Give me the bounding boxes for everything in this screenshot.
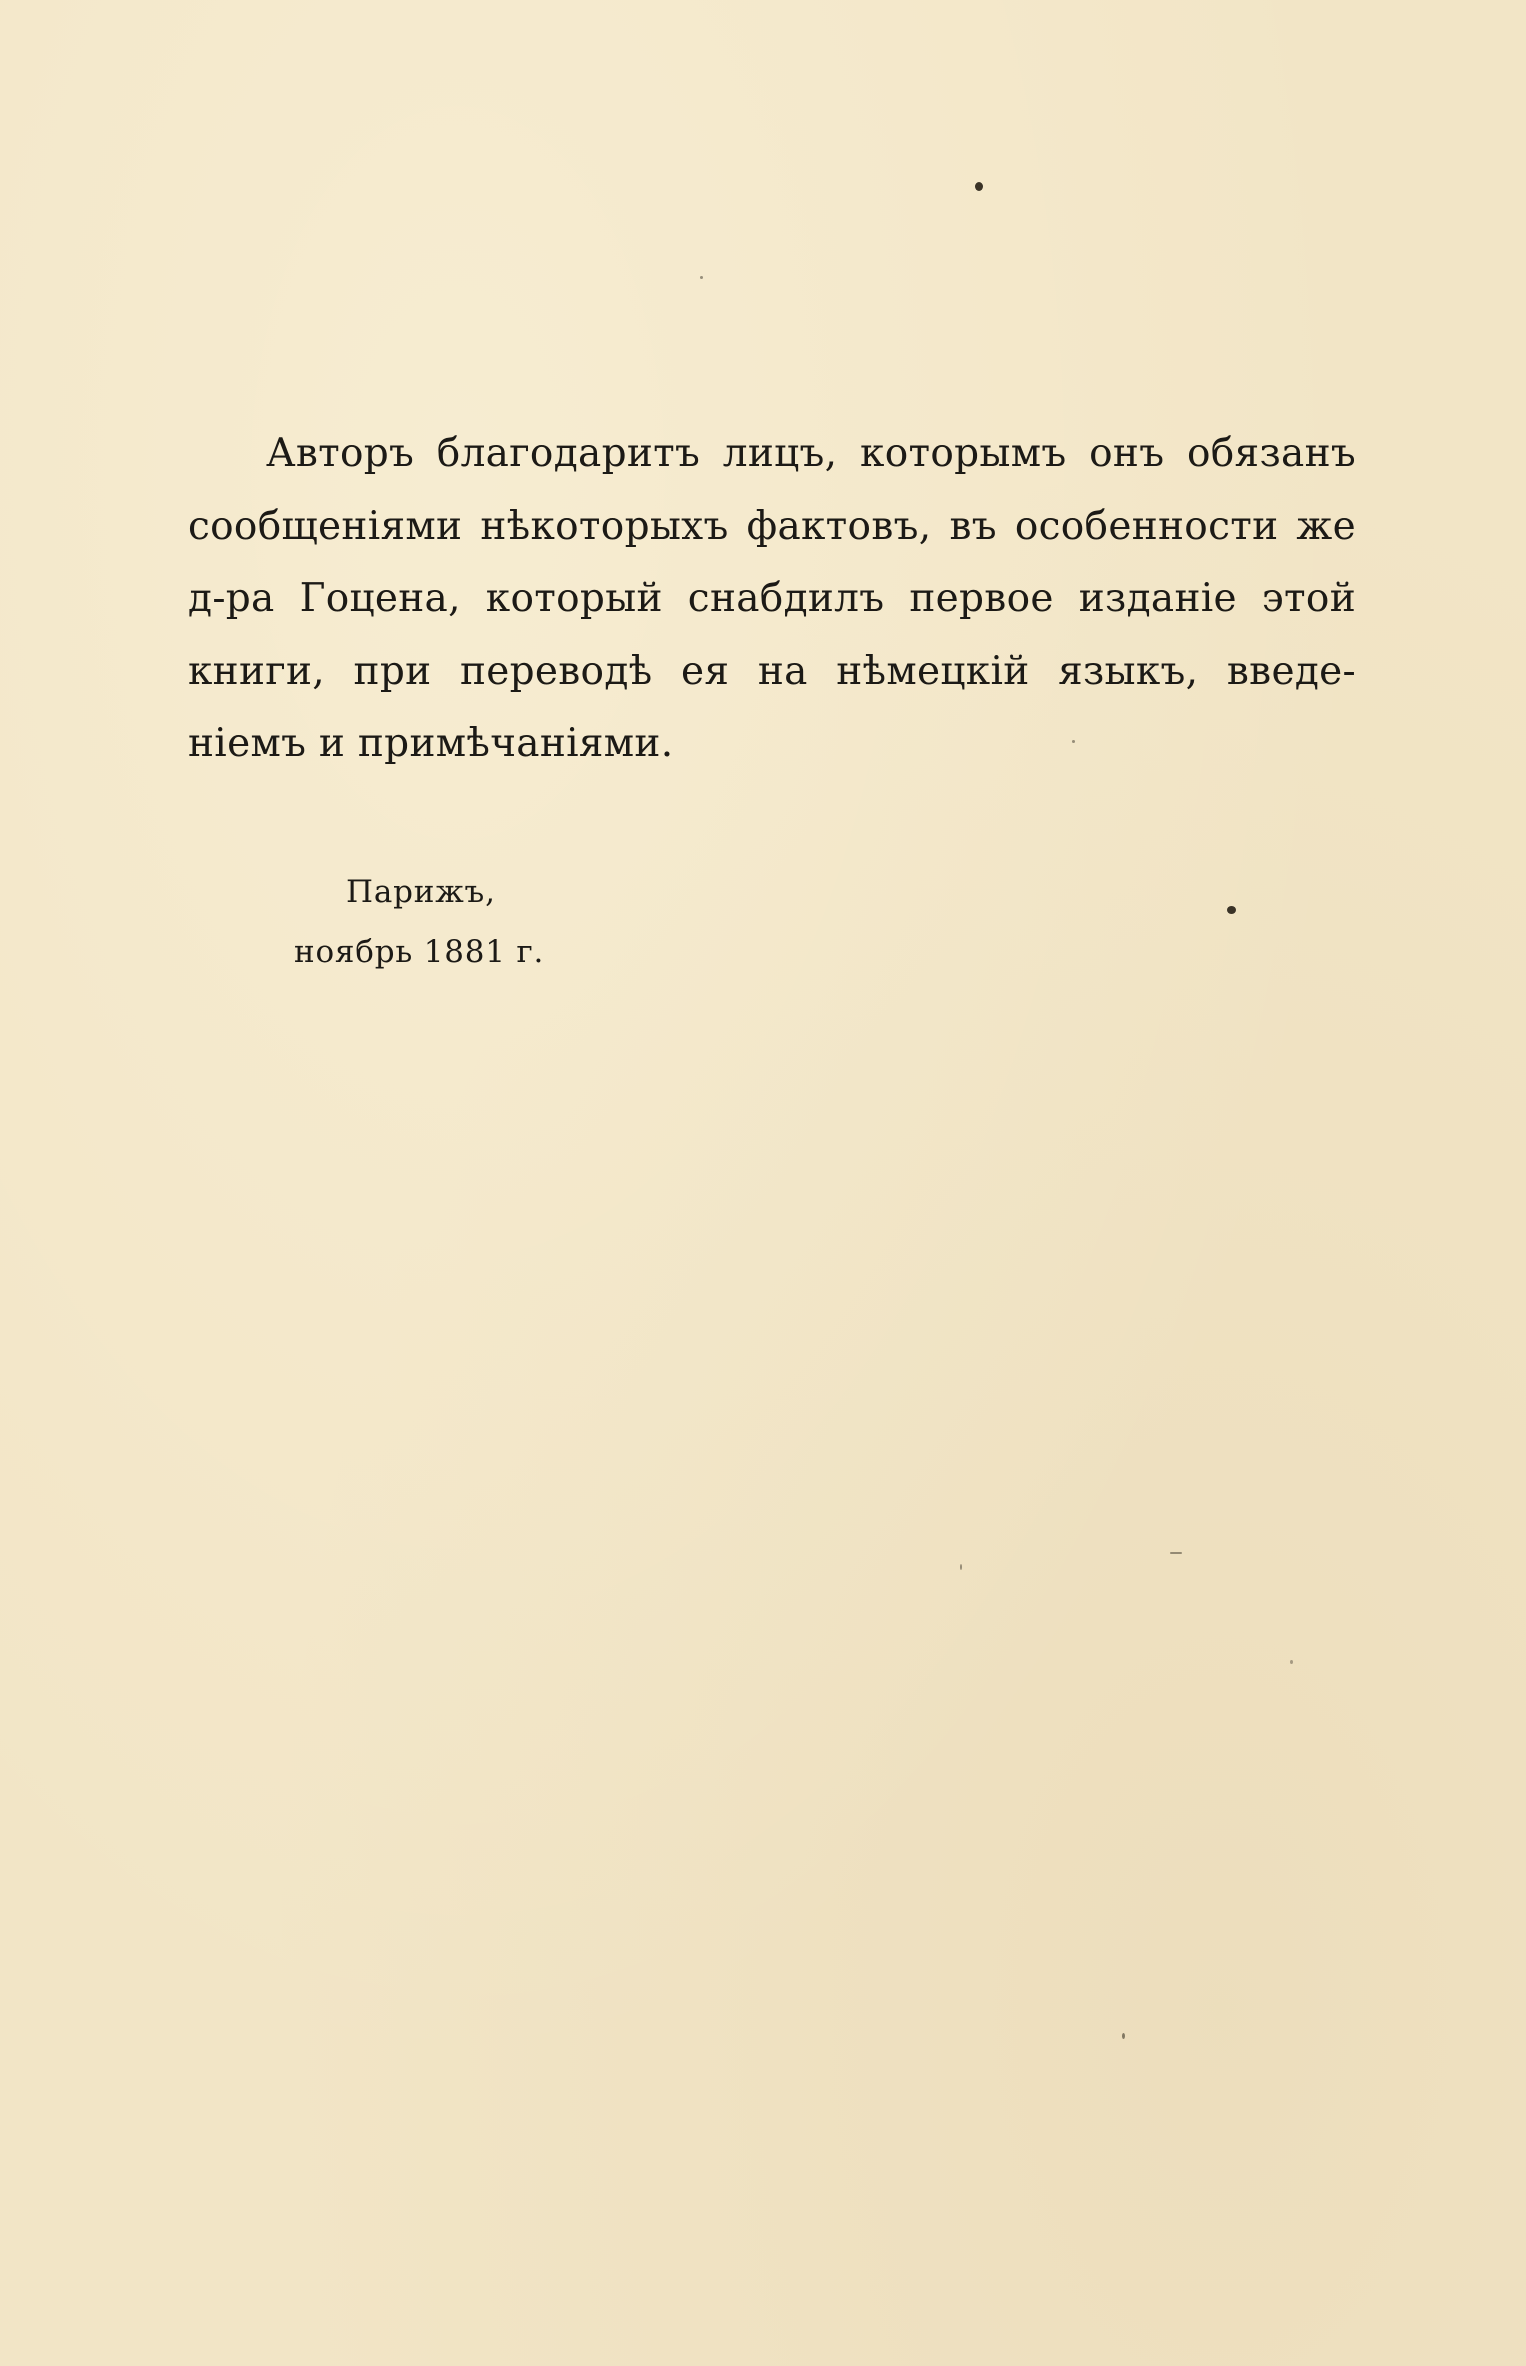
paper-speck: [1227, 906, 1236, 914]
paragraph-line: книги, при переводѣ ея на нѣмецкій языкъ, введе-: [188, 648, 1356, 694]
paper-speck: [700, 276, 703, 279]
paragraph-line: д-ра Гоцена, который снабдилъ первое изданіе этой: [188, 576, 1356, 621]
paragraph-line: сообщеніями нѣкоторыхъ фактовъ, въ особенности же: [188, 503, 1356, 549]
paper-speck: [1072, 740, 1075, 743]
paragraph-line: Авторъ благодаритъ лицъ, которымъ онъ обязанъ: [266, 431, 1356, 476]
paper-speck: [960, 1564, 962, 1570]
signature-place: Парижъ,: [346, 874, 496, 910]
paper-speck: [975, 182, 983, 191]
acknowledgement-paragraph: [188, 418, 1356, 781]
paper-speck: [1170, 1552, 1182, 1554]
paper-speck: [1122, 2033, 1125, 2039]
signature-date: ноябрь 1881 г.: [294, 934, 545, 970]
paper-speck: [1290, 1660, 1293, 1664]
paragraph-line: ніемъ и примѣчаніями.: [188, 721, 674, 766]
